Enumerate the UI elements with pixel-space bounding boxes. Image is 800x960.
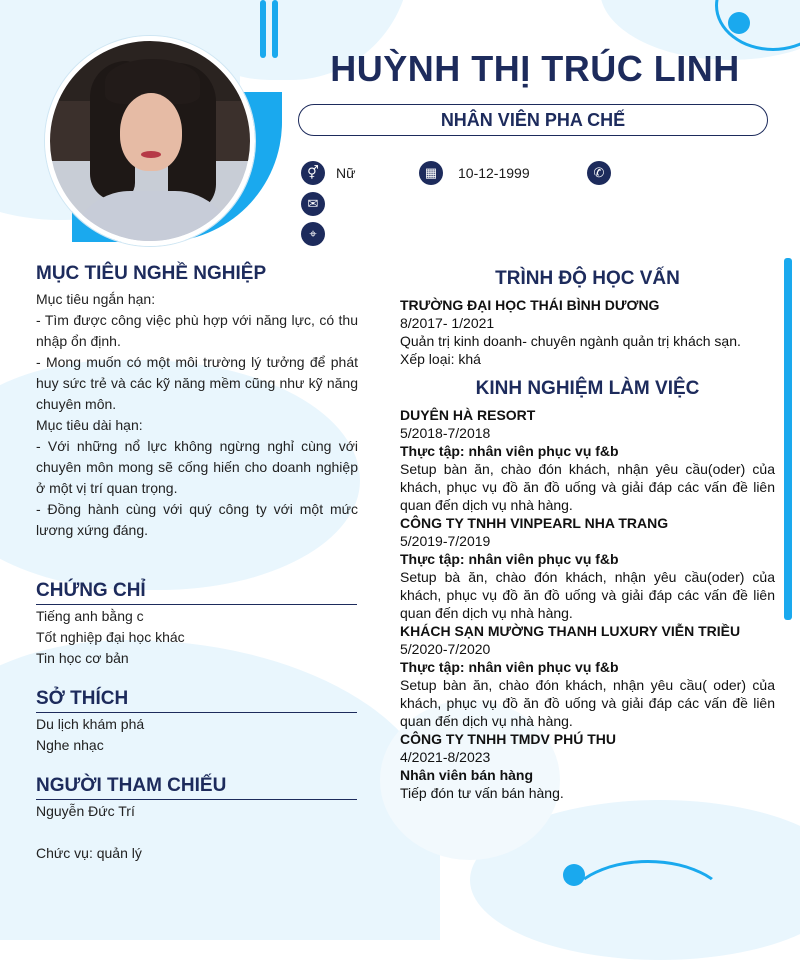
education-body: [400, 296, 775, 368]
avatar: [45, 36, 255, 246]
decorative-ring: [565, 860, 731, 956]
reference-position: Chức vụ: quản lý: [36, 845, 142, 861]
birthday-value: 10-12-1999: [458, 165, 530, 181]
list-item: Tốt nghiệp đại học khác: [36, 629, 185, 645]
decorative-bar: [784, 258, 792, 620]
divider: [36, 799, 357, 800]
job-role: Thực tập: nhân viên phục vụ f&b: [400, 443, 619, 459]
job-period: 4/2021-8/2023: [400, 749, 491, 765]
list-item: Nghe nhạc: [36, 737, 104, 753]
job-description: Setup bàn ăn, chào đón khách, nhận yêu cầu( oder) của khách, phục vụ đồ ăn đồ uống và giải đáp các vấn đề liên quan đến dịch vụ nhà hàng.: [400, 677, 775, 729]
career-goal-title: MỤC TIÊU NGHỀ NGHIỆP: [36, 263, 267, 284]
email-icon: ✉: [301, 192, 325, 216]
long-term-item: - Đồng hành cùng với quý công ty với một mức lương xứng đáng.: [36, 501, 358, 538]
list-item: Tiếng anh bằng c: [36, 608, 144, 624]
job-description: Tiếp đón tư vấn bán hàng.: [400, 785, 564, 801]
phone-icon: ✆: [587, 161, 611, 185]
job-period: 5/2018-7/2018: [400, 425, 491, 441]
divider: [36, 712, 357, 713]
company-name: CÔNG TY TNHH VINPEARL NHA TRANG: [400, 515, 669, 531]
candidate-name: HUỲNH THỊ TRÚC LINH: [330, 48, 740, 89]
decorative-dot: [563, 864, 585, 886]
experience-title: KINH NGHIỆM LÀM VIỆC: [475, 378, 700, 399]
decorative-bar: [272, 0, 278, 58]
career-goal-body: [36, 289, 358, 541]
references-title: NGƯỜI THAM CHIẾU: [36, 775, 227, 796]
job-period: 5/2019-7/2019: [400, 533, 491, 549]
calendar-icon: ▦: [419, 161, 443, 185]
long-term-label: Mục tiêu dài hạn:: [36, 417, 143, 433]
divider: [36, 604, 357, 605]
education-title: TRÌNH ĐỘ HỌC VẤN: [495, 268, 680, 289]
hobbies-list: [36, 714, 144, 756]
education-major: Quản trị kinh doanh- chuyên ngành quản trị khách sạn.: [400, 333, 741, 349]
location-icon: ⌖: [301, 222, 325, 246]
education-period: 8/2017- 1/2021: [400, 315, 495, 331]
job-title: NHÂN VIÊN PHA CHẾ: [298, 104, 768, 136]
hobbies-title: SỞ THÍCH: [36, 688, 129, 709]
list-item: Tin học cơ bản: [36, 650, 129, 666]
education-grade: Xếp loại: khá: [400, 351, 481, 367]
gender-icon: ⚥: [301, 161, 325, 185]
reference-name: Nguyễn Đức Trí: [36, 803, 135, 819]
company-name: DUYÊN HÀ RESORT: [400, 407, 536, 423]
job-role: Nhân viên bán hàng: [400, 767, 534, 783]
long-term-item: - Với những nổ lực không ngừng nghỉ cùng với chuyên môn mong sẽ cống hiến cho doanh nghiệp ở một vị trí quan trọng.: [36, 438, 358, 496]
list-item: Du lịch khám phá: [36, 716, 145, 732]
gender-value: Nữ: [336, 165, 356, 181]
certificates-list: [36, 606, 185, 669]
job-description: Setup bàn ăn, chào đón khách, nhận yêu cầu(oder) của khách, phục vụ đồ ăn đồ uống và giải đáp các vấn đề liên quan đến dịch vụ nhà hàng.: [400, 461, 775, 513]
decorative-dot: [728, 12, 750, 34]
decorative-bar: [260, 0, 266, 58]
job-period: 5/2020-7/2020: [400, 641, 491, 657]
job-role: Thực tập: nhân viên phục vụ f&b: [400, 551, 619, 567]
job-role: Thực tập: nhân viên phục vụ f&b: [400, 659, 619, 675]
experience-body: [400, 406, 775, 802]
short-term-label: Mục tiêu ngắn hạn:: [36, 291, 156, 307]
company-name: KHÁCH SẠN MƯỜNG THANH LUXURY VIỄN TRIỀU: [400, 623, 741, 639]
short-term-item: - Tìm được công việc phù hợp với năng lực, có thu nhập ổn định.: [36, 312, 358, 349]
school-name: TRƯỜNG ĐẠI HỌC THÁI BÌNH DƯƠNG: [400, 297, 660, 313]
job-description: Setup bà ăn, chào đón khách, nhận yêu cầu(oder) của khách, phục vụ đồ ăn đồ uống và giải đáp các vấn đề liên quan đến dịch vụ nhà hàng.: [400, 569, 775, 621]
short-term-item: - Mong muốn có một môi trường lý tưởng để phát huy sức trẻ và các kỹ năng mềm cũng như kỹ năng chuyên môn.: [36, 354, 358, 412]
company-name: CÔNG TY TNHH TMDV PHÚ THU: [400, 731, 616, 747]
certificates-title: CHỨNG CHỈ: [36, 580, 146, 601]
